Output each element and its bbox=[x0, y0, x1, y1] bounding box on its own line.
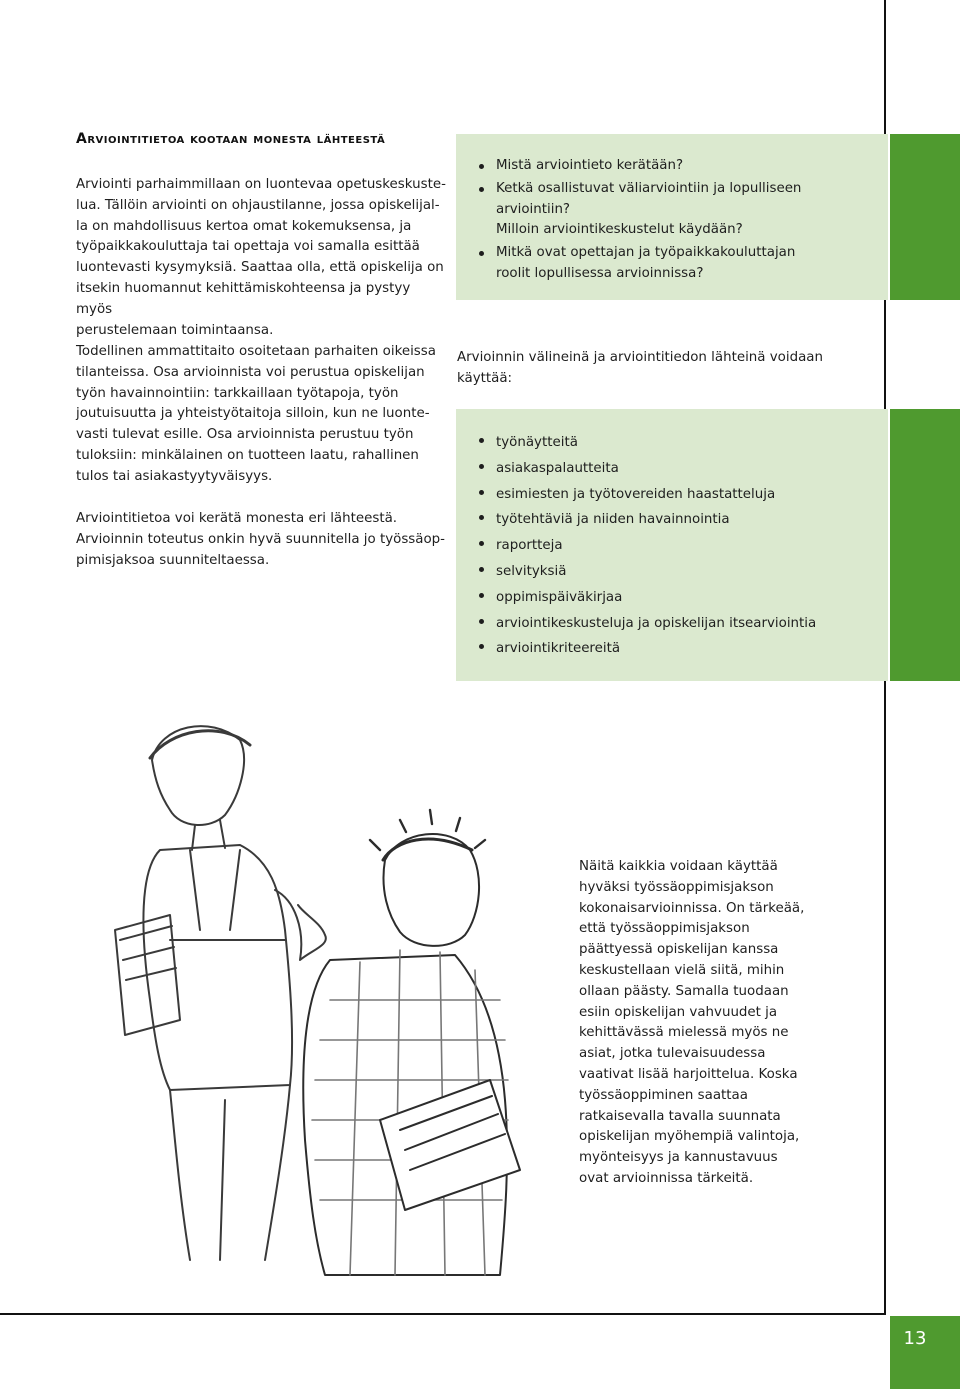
source-item: selvityksiä bbox=[477, 559, 877, 585]
paragraph-2 bbox=[76, 342, 446, 488]
text-line: hyväksi työssäoppimisjakson bbox=[579, 879, 774, 895]
text-line: Mistä arviointieto kerätään? bbox=[496, 158, 684, 173]
text-line: päättyessä opiskelijan kanssa bbox=[579, 942, 779, 958]
text-line: ovat arvioinnissa tärkeitä. bbox=[579, 1170, 754, 1186]
side-tab-top bbox=[890, 134, 960, 300]
source-item: asiakaspalautteita bbox=[477, 456, 877, 482]
text-line: Arvioinnin toteutus onkin hyvä suunnitella jo työssäop- bbox=[76, 531, 446, 547]
page-number: 13 bbox=[903, 1328, 927, 1349]
text-line: Todellinen ammattitaito osoitetaan parhaiten oikeissa bbox=[76, 344, 436, 359]
side-tab-middle bbox=[890, 409, 960, 681]
text-line: lua. Tällöin arviointi on ohjaustilanne, jossa opiskelijal- bbox=[76, 197, 440, 213]
back-figure-head bbox=[152, 726, 244, 825]
text-line: kehittävässä mielessä myös ne bbox=[579, 1025, 789, 1041]
text-line: kokonaisarvioinnissa. On tärkeää, bbox=[579, 900, 805, 916]
back-figure-torso bbox=[143, 845, 292, 1090]
source-item: oppimispäiväkirjaa bbox=[477, 585, 877, 611]
text-line: Arvioinnin välineinä ja arviointitiedon lähteinä voidaan bbox=[457, 350, 823, 365]
section-heading: Arviointitietoa kootaan monesta lähteestä bbox=[76, 131, 386, 147]
text-line: työpaikkakouluttaja tai opettaja voi samalla esittää bbox=[76, 239, 420, 255]
workers-illustration bbox=[100, 700, 570, 1280]
back-figure-arm bbox=[275, 890, 326, 960]
text-line: tulos tai asiakastyytyväisyys. bbox=[76, 468, 273, 484]
text-line: arviointiin? bbox=[496, 201, 571, 217]
closing-paragraph bbox=[579, 857, 879, 1190]
front-figure-book bbox=[380, 1080, 520, 1210]
text-line: asiat, jotka tulevaisuudessa bbox=[579, 1046, 766, 1062]
text-line: ollaan päästy. Samalla tuodaan bbox=[579, 983, 789, 999]
text-line: työn havainnointiin: tarkkaillaan työtapoja, työn bbox=[76, 385, 399, 401]
text-line: luontevasti kysymyksiä. Saattaa olla, että opiskelija on bbox=[76, 260, 444, 276]
text-line: ratkaisevalla tavalla suunnata bbox=[579, 1108, 781, 1124]
sources-intro bbox=[457, 348, 877, 390]
text-line: Näitä kaikkia voidaan käyttää bbox=[579, 859, 778, 874]
text-line: Mitkä ovat opettajan ja työpaikkakouluttajan bbox=[496, 245, 796, 261]
paragraph-3 bbox=[76, 509, 446, 571]
text-line: vasti tulevat esille. Osa arvioinnista perustuu työn bbox=[76, 427, 414, 443]
text-line: perustelemaan toimintaansa. bbox=[76, 322, 274, 338]
text-line: myönteisyys ja kannustavuus bbox=[579, 1150, 778, 1166]
question-item bbox=[477, 156, 877, 177]
source-item: työnäytteitä bbox=[477, 430, 877, 456]
source-item: arviointikriteereitä bbox=[477, 636, 877, 662]
text-line: Arviointitietoa voi kerätä monesta eri lähteestä. bbox=[76, 511, 398, 526]
text-line: itsekin huomannut kehittämiskohteensa ja pystyy myös bbox=[76, 280, 411, 317]
question-item bbox=[477, 243, 877, 285]
text-line: pimisjaksoa suunniteltaessa. bbox=[76, 552, 270, 568]
text-line: Arviointi parhaimmillaan on luontevaa opetuskeskuste- bbox=[76, 177, 446, 192]
source-item: arviointikeskusteluja ja opiskelijan itsearviointia bbox=[477, 611, 877, 637]
text-line: Milloin arviointikeskustelut käydään? bbox=[496, 222, 743, 238]
text-line: tilanteissa. Osa arvioinnista voi perustua opiskelijan bbox=[76, 364, 425, 380]
source-item: työtehtäviä ja niiden havainnointia bbox=[477, 507, 877, 533]
text-line: roolit lopullisessa arvioinnissa? bbox=[496, 265, 704, 281]
text-line: opiskelijan myöhempiä valintoja, bbox=[579, 1129, 800, 1145]
sources-list bbox=[477, 430, 877, 662]
back-figure-legs bbox=[170, 1085, 290, 1260]
text-line: joutuisuutta ja yhteistyötaitoja silloin, kun ne luonte- bbox=[76, 406, 430, 422]
source-item: raportteja bbox=[477, 533, 877, 559]
text-line: keskustellaan vielä siitä, mihin bbox=[579, 962, 785, 978]
paragraph-1 bbox=[76, 175, 446, 341]
source-item: esimiesten ja työtovereiden haastatteluja bbox=[477, 482, 877, 508]
text-line: että työssäoppimisjakson bbox=[579, 921, 750, 937]
text-line: Ketkä osallistuvat väliarviointiin ja lopulliseen bbox=[496, 180, 802, 196]
text-line: esiin opiskelijan vahvuudet ja bbox=[579, 1004, 778, 1020]
text-line: la on mahdollisuus kertoa omat kokemuksensa, ja bbox=[76, 218, 412, 234]
question-item bbox=[477, 179, 877, 241]
front-figure-head bbox=[383, 834, 479, 946]
text-line: tuloksiin: minkälainen on tuotteen laatu, rahallinen bbox=[76, 447, 419, 463]
questions-list bbox=[477, 156, 877, 285]
text-line: vaativat lisää harjoittelua. Koska bbox=[579, 1066, 798, 1082]
text-line: työssäoppiminen saattaa bbox=[579, 1087, 748, 1103]
text-line: käyttää: bbox=[457, 370, 513, 386]
